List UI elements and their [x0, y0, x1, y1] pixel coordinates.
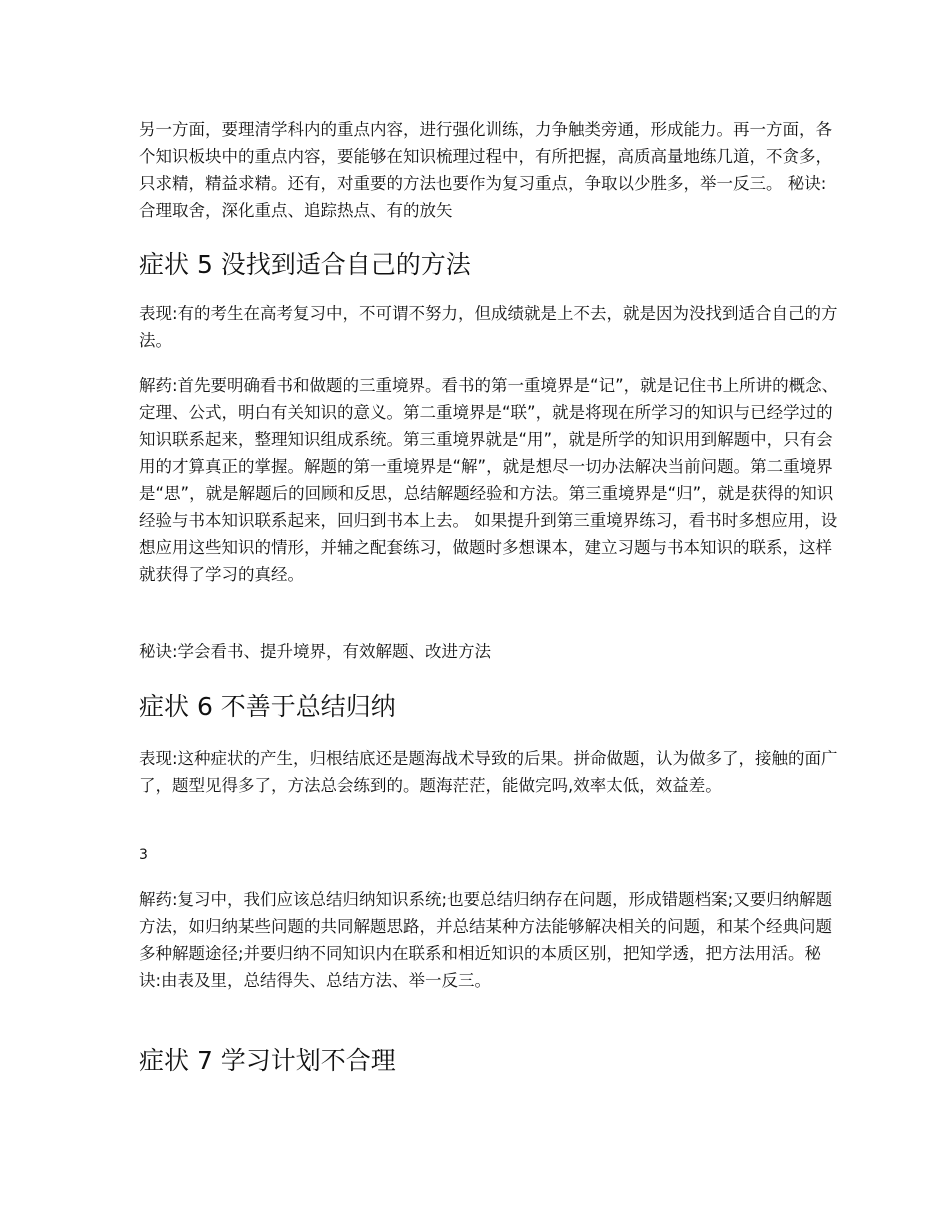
- intro-paragraph-block: [139, 116, 839, 224]
- symptom6-biaoxian-paragraph: 表现:这种症状的产生，归根结底还是题海战术导致的后果。拼命做题，认为做多了，接触的面广了，题型见得多了，方法总会练到的。题海茫茫，能做完吗,效率太低，效益差。: [139, 749, 838, 795]
- symptom5-mijue-block: [139, 638, 839, 665]
- symptom7-heading-block: [139, 1044, 839, 1078]
- intro-paragraph: 另一方面，要理清学科内的重点内容，进行强化训练，力争触类旁通，形成能力。再一方面，各个知识板块中的重点内容，要能够在知识梳理过程中，有所把握，高质高量地练几道，不贪多，只求精，精益求精。还有，对重要的方法也要作为复习重点，争取以少胜多，举一反三。 秘诀:合理取舍，深化重点、追踪热点、有的放矢: [139, 120, 832, 220]
- symptom6-biaoxian-block: [139, 745, 839, 799]
- symptom5-jieyao-paragraph: 解药:首先要明确看书和做题的三重境界。看书的第一重境界是“记”，就是记住书上所讲的概念、定理、公式，明白有关知识的意义。第二重境界是“联”，就是将现在所学习的知识与已经学过的知识联系起来，整理知识组成系统。第三重境界就是“用”，就是所学的知识用到解题中，只有会用的才算真正的掌握。解题的第一重境界是“解”，就是想尽一切办法解决当前问题。第二重境界是“思”，就是解题后的回顾和反思，总结解题经验和方法。第三重境界是“归”，就是获得的知识经验与书本知识联系起来，回归到书本上去。 如果提升到第三重境界练习，看书时多想应用，设想应用这些知识的情形，并辅之配套练习，做题时多想课本，建立习题与书本知识的联系，这样就获得了学习的真经。: [139, 376, 839, 584]
- symptom6-jieyao-paragraph: 解药:复习中，我们应该总结归纳知识系统;也要总结归纳存在问题，形成错题档案;又要归纳解题方法，如归纳某些问题的共同解题思路，并总结某种方法能够解决相关的问题，和某个经典问题多种解题途径;并要归纳不同知识内在联系和相近知识的本质区别，把知学透，把方法用活。秘诀:由表及里，总结得失、总结方法、举一反三。: [139, 890, 833, 990]
- page-number-block: [139, 845, 839, 865]
- symptom6-heading-block: [139, 690, 839, 724]
- symptom5-mijue-paragraph: 秘诀:学会看书、提升境界，有效解题、改进方法: [139, 642, 492, 661]
- symptom5-biaoxian-block: [139, 300, 839, 354]
- symptom5-biaoxian-paragraph: 表现:有的考生在高考复习中，不可谓不努力，但成绩就是上不去，就是因为没找到适合自己的方法。: [139, 304, 838, 350]
- symptom5-heading-block: [139, 248, 839, 282]
- symptom5-heading: 症状 5 没找到适合自己的方法: [139, 250, 471, 279]
- page-number: 3: [139, 847, 148, 863]
- symptom7-heading: 症状 7 学习计划不合理: [139, 1046, 396, 1075]
- symptom5-jieyao-block: [139, 372, 839, 588]
- symptom6-jieyao-block: [139, 886, 839, 994]
- symptom6-heading: 症状 6 不善于总结归纳: [139, 692, 396, 721]
